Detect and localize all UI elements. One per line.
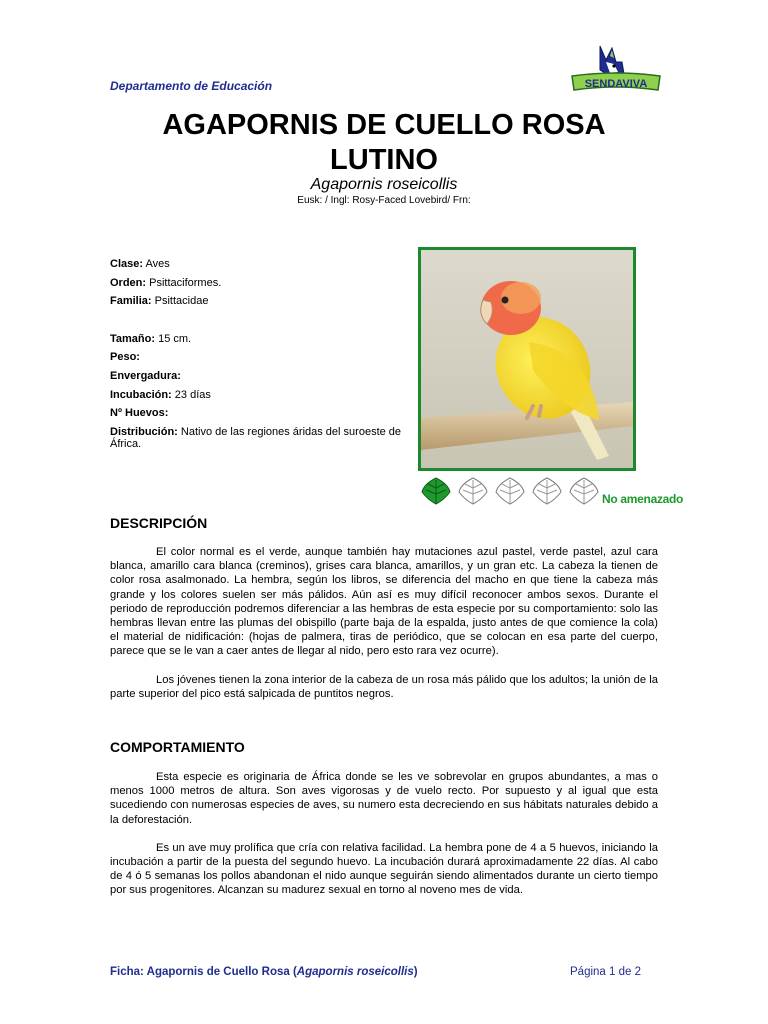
comportamiento-paragraph-2: Es un ave muy prolífica que cría con relativa facilidad. La hembra pone de 4 a 5 huevos, iniciando la incubación a partir de la puesta del segundo huevo. La incubación durará aproximadamente 22 días. Al cabo de 4 ó 5 semanas los pollos abandonan el nido aunque seguirán siendo alimentados durante un cierto tiempo por sus progenitores. Alcanzan su madurez sexual en torno al noveno mes de vida. <box>110 841 658 897</box>
fact-distribucion: Distribución: Nativo de las regiones áridas del suroeste de África. <box>110 425 402 451</box>
fact-envergadura: Envergadura: <box>110 369 181 382</box>
fact-tamano: Tamaño: 15 cm. <box>110 332 192 345</box>
comportamiento-body <box>110 770 658 898</box>
descripcion-paragraph-1: El color normal es el verde, aunque también hay mutaciones azul pastel, verde pastel, azul cara blanca, amarillo cara blanca (creminos), grises cara blanca, amarillos, y un gran etc. La cabeza la tienen de color rosa asalmonado. La hembra, según los libros, se diferencia del macho en que tiene la cabeza más grande y los colores suelen ser más pálidos. Aún así es muy difícil reconocer ambos sexos. Durante el periodo de reproducción podremos diferenciar a las hembras de esta especie por su comportamiento: solo las hembras llevan entre las plumas del obispillo (parte baja de la espalda, justo antes de que comience la cola) el material de nidificación: (hojas de palmera, tiras de periódico, que se colocan en esa parte del cuerpo, parece que se le van a caer antes de llegar al nido, pero esto rara vez ocurre). <box>110 546 658 658</box>
fact-orden: Orden: Psittaciformes. <box>110 276 222 289</box>
fact-sheet <box>110 255 410 451</box>
title-line-2: LUTINO <box>330 144 438 176</box>
descripcion-body <box>110 545 658 701</box>
bird-photo <box>418 247 636 471</box>
sendaviva-logo <box>570 40 662 96</box>
leaf-level-2-icon <box>459 478 487 504</box>
scientific-name: Agapornis roseicollis <box>310 176 458 193</box>
fact-clase: Clase: Aves <box>110 258 170 270</box>
page-title <box>0 108 768 178</box>
fact-huevos: Nº Huevos: <box>110 407 169 420</box>
comportamiento-paragraph-1: Esta especie es originaria de África donde se les ve sobrevolar en grupos abundantes, a mas o menos 1000 metros de altura. Son aves vigorosas y de vuelo recto. Por supuesto y al igual que esta sucediendo con numerosas especies de aves, su numero esta decreciendo en sus hábitats naturales debido a la deforestación. <box>110 771 658 826</box>
svg-text:SENDAVIVA: SENDAVIVA <box>584 78 648 90</box>
leaf-level-4-icon <box>533 478 561 504</box>
fact-familia: Familia: Psittacidae <box>110 295 209 308</box>
department-label: Departamento de Educación <box>110 79 273 93</box>
conservation-status <box>420 476 710 506</box>
heading-descripcion: DESCRIPCIÓN <box>110 515 208 531</box>
title-line-1: AGAPORNIS DE CUELLO ROSA <box>162 109 606 141</box>
heading-comportamiento: COMPORTAMIENTO <box>110 739 245 755</box>
common-names: Eusk: / Ingl: Rosy-Faced Lovebird/ Frn: <box>297 195 471 206</box>
leaf-level-1-icon <box>422 478 450 504</box>
fact-incubacion: Incubación: 23 días <box>110 388 211 401</box>
conservation-level-scale <box>420 476 600 506</box>
descripcion-paragraph-2: Los jóvenes tienen la zona interior de la cabeza de un rosa más pálido que los adultos; la unión de la parte superior del pico está salpicada de puntitos negros. <box>110 673 658 700</box>
leaf-level-3-icon <box>496 478 524 504</box>
leaf-level-5-icon <box>570 478 598 504</box>
fact-peso: Peso: <box>110 351 140 364</box>
page-number: Página 1 de 2 <box>570 966 641 978</box>
footer-title: Ficha: Agapornis de Cuello Rosa (Agapornis roseicollis) <box>110 966 418 978</box>
conservation-status-label: No amenazado <box>602 492 684 506</box>
